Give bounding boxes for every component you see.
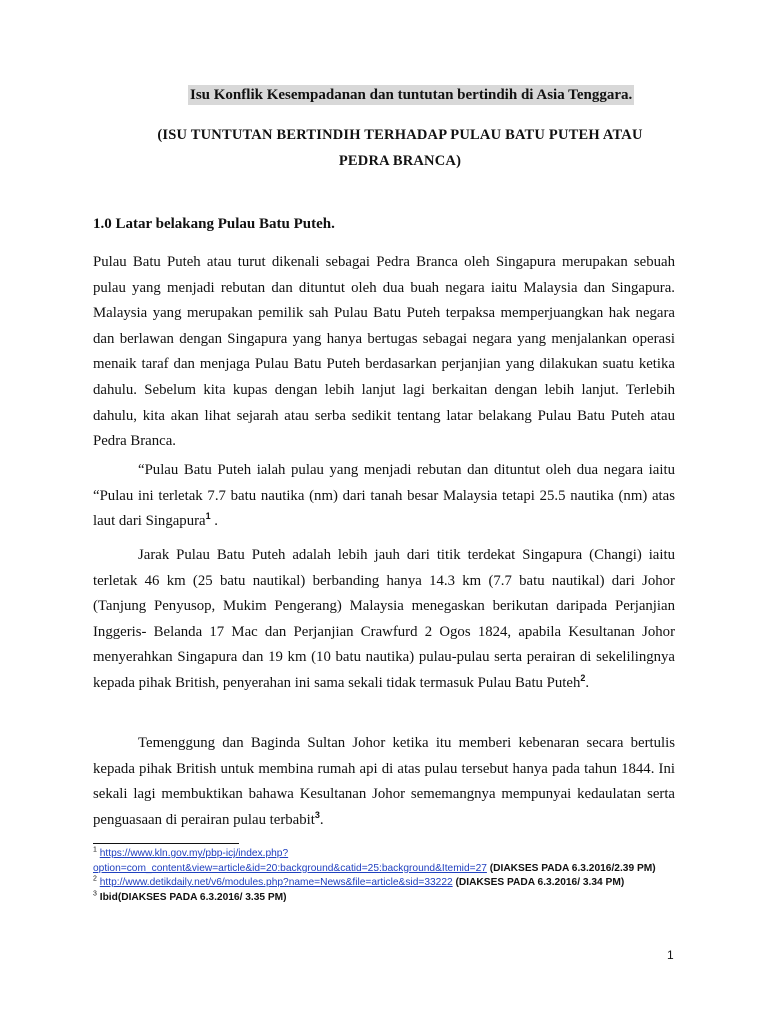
footnotes: [93, 847, 675, 905]
footnote-3-number: 3: [93, 890, 97, 898]
subtitle-line-1: (ISU TUNTUTAN BERTINDIH TERHADAP PULAU BATU PUTEH ATAU: [157, 127, 643, 143]
footnote-1-note: (DIAKSES PADA 6.3.2016/2.39 PM): [486, 862, 656, 874]
footnote-ref-2[interactable]: 2: [580, 673, 586, 684]
footnote-3-text: Ibid: [96, 891, 118, 903]
footnote-ref-3[interactable]: 3: [314, 809, 320, 820]
footnote-3: [93, 891, 675, 906]
paragraph-3: [93, 543, 675, 697]
document-subtitle: [100, 122, 700, 174]
paragraph-4-text: Temenggung dan Baginda Sultan Johor ketika itu memberi kebenaran secara bertulis kepada pihak British untuk membina rumah api di atas pulau tersebut hanya pada tahun 1844. Ini sekali lagi membuktikan bahawa Kesultanan Johor sememangnya mempunyai kedaulatan serta penguasaan di perairan pulau terbabit: [93, 735, 675, 828]
footnote-1-number: 1: [93, 846, 97, 854]
paragraph-3-text: Jarak Pulau Batu Puteh adalah lebih jauh dari titik terdekat Singapura (Changi) iaitu terletak 46 km (25 batu nautikal) berbanding hanya 14.3 km (7.7 batu nautikal) dari Johor (Tanjung Penyusop, Mukim Pengerang) Malaysia menegaskan berikutan daripada Perjanjian Inggeris- Belanda 17 Mac dan Perjanjian Crawfurd 2 Ogos 1824, apabila Kesultanan Johor menyerahkan Singapura dan 19 km (10 batu nautika) pulau-pulau serta perairan di sekelilingnya kepada pihak British, penyerahan ini sama sekali tidak termasuk Pulau Batu Puteh: [93, 547, 675, 691]
page-number: 1: [667, 948, 674, 962]
paragraph-2-end: .: [210, 513, 219, 530]
footnote-1-link[interactable]: https://www.kln.gov.my/pbp-icj/index.php?option=com_content&view=article&id=20:background&catid=25:background&Itemid=27: [93, 848, 487, 874]
paragraph-2: [93, 458, 675, 535]
footnote-2-number: 2: [93, 875, 97, 883]
subtitle-line-2: PEDRA BRANCA): [338, 153, 462, 169]
section-heading: 1.0 Latar belakang Pulau Batu Puteh.: [93, 216, 335, 232]
paragraph-1: Pulau Batu Puteh atau turut dikenali sebagai Pedra Branca oleh Singapura merupakan sebuah pulau yang menjadi rebutan dan dituntut oleh dua buah negara iaitu Malaysia dan Singapura. Malaysia yang merupakan pemilik sah Pulau Batu Puteh terpaksa memperjuangkan hak negara dan berlawan dengan Singapura yang hanya bertugas sebagai negara yang menjalankan operasi menaik taraf dan menjaga Pulau Batu Puteh berdasarkan perjanjian yang dilakukan suatu ketika dahulu. Sebelum kita kupas dengan lebih lanjut lagi berkaitan dengan lebih lanjut. Terlebih dahulu, kita akan lihat sejarah atau serba sedikit tentang latar belakang Pulau Batu Puteh atau Pedra Branca.: [93, 254, 675, 450]
footnote-separator: [93, 843, 239, 844]
footnote-3-note: (DIAKSES PADA 6.3.2016/ 3.35 PM): [117, 891, 287, 903]
footnote-2-link[interactable]: http://www.detikdaily.net/v6/modules.php?name=News&file=article&sid=33222: [99, 877, 453, 889]
paragraph-4: [93, 731, 675, 833]
paragraph-4-end: .: [319, 811, 324, 828]
footnote-2-note: (DIAKSES PADA 6.3.2016/ 3.34 PM): [452, 877, 625, 889]
footnote-1: [93, 847, 675, 876]
footnote-2: [93, 876, 675, 891]
document-title: Isu Konflik Kesempadanan dan tuntutan bertindih di Asia Tenggara.: [190, 87, 633, 103]
paragraph-2-text: “Pulau Batu Puteh ialah pulau yang menjadi rebutan dan dituntut oleh dua negara iaitu “Pulau ini terletak 7.7 batu nautika (nm) dari tanah besar Malaysia tetapi 25.5 nautika (nm) atas laut dari Singapura: [93, 462, 675, 530]
paragraph-3-end: .: [585, 674, 590, 691]
footnote-ref-1[interactable]: 1: [205, 511, 211, 522]
